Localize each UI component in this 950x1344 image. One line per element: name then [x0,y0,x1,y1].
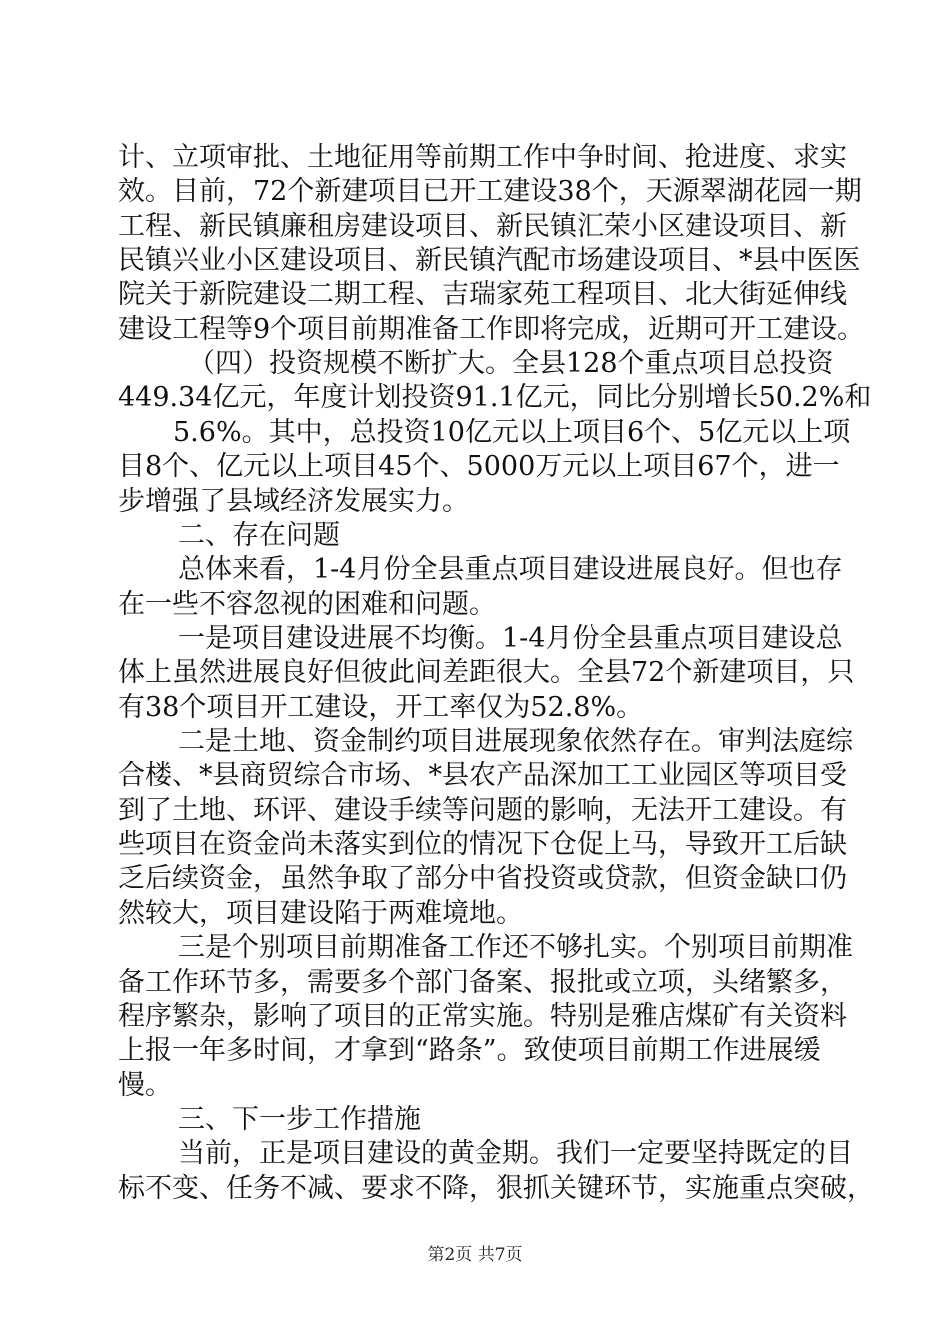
text-line: 在一些不容忽视的困难和问题。 [118,589,496,620]
text-line: 建设工程等9个项目前期准备工作即将完成，近期可开工建设。 [118,314,865,345]
text-line: 计、立项审批、土地征用等前期工作中争时间、抢进度、求实 [118,142,847,173]
text-line: 些项目在资金尚未落实到位的情况下仓促上马，导致开工后缺 [118,829,847,860]
text-line: 备工作环节多，需要多个部门备案、报批或立项，头绪繁多， [118,967,847,998]
text-line: 工程、新民镇廉租房建设项目、新民镇汇荣小区建设项目、新 [118,211,847,242]
text-line: 步增强了县域经济发展实力。 [118,486,469,517]
text-line: 然较大，项目建设陷于两难境地。 [118,898,523,929]
text-line: （四）投资规模不断扩大。全县128个重点项目总投资 [188,348,834,379]
text-line: 目8个、亿元以上项目45个、5000万元以上项目67个，进一 [118,451,840,482]
text-line: 民镇兴业小区建设项目、新民镇汽配市场建设项目、*县中医医 [118,245,861,276]
text-line: 上报一年多时间，才拿到“路条”。致使项目前期工作进展缓 [118,1035,821,1066]
text-line: 效。目前，72个新建项目已开工建设38个，天源翠湖花园一期 [118,176,862,207]
text-line: 程序繁杂，影响了项目的正常实施。特别是雅店煤矿有关资料 [118,1001,847,1032]
text-line: 院关于新院建设二期工程、吉瑞家苑工程项目、北大街延伸线 [118,279,847,310]
text-line: 到了土地、环评、建设手续等问题的影响，无法开工建设。有 [118,795,847,826]
text-line: 二是土地、资金制约项目进展现象依然存在。审判法庭综 [178,726,853,757]
text-line: 总体来看，1-4月份全县重点项目建设进展良好。但也存 [178,554,843,585]
text-line: 乏后续资金，虽然争取了部分中省投资或贷款，但资金缺口仍 [118,863,847,894]
text-line: 合楼、*县商贸综合市场、*县农产品深加工工业园区等项目受 [118,760,847,791]
text-line: 有38个项目开工建设，开工率仅为52.8%。 [118,692,644,723]
text-line: 三是个别项目前期准备工作还不够扎实。个别项目前期准 [178,932,853,963]
page-footer: 第2页 共7页 [427,1245,523,1265]
text-line: 慢。 [118,1070,172,1101]
text-line: 5.6%。其中，总投资10亿元以上项目6个、5亿元以上项 [173,417,851,448]
text-line: 标不变、任务不减、要求不降，狠抓关键环节，实施重点突破， [118,1173,874,1204]
text-line: 体上虽然进展良好但彼此间差距很大。全县72个新建项目，只 [118,657,855,688]
text-line: 449.34亿元，年度计划投资91.1亿元，同比分别增长50.2%和 [118,382,872,413]
text-line: 当前，正是项目建设的黄金期。我们一定要坚持既定的目 [178,1138,853,1169]
text-line: 二、存在问题 [178,520,340,551]
text-line: 三、下一步工作措施 [178,1104,421,1135]
text-line: 一是项目建设进展不均衡。1-4月份全县重点项目建设总 [178,623,843,654]
